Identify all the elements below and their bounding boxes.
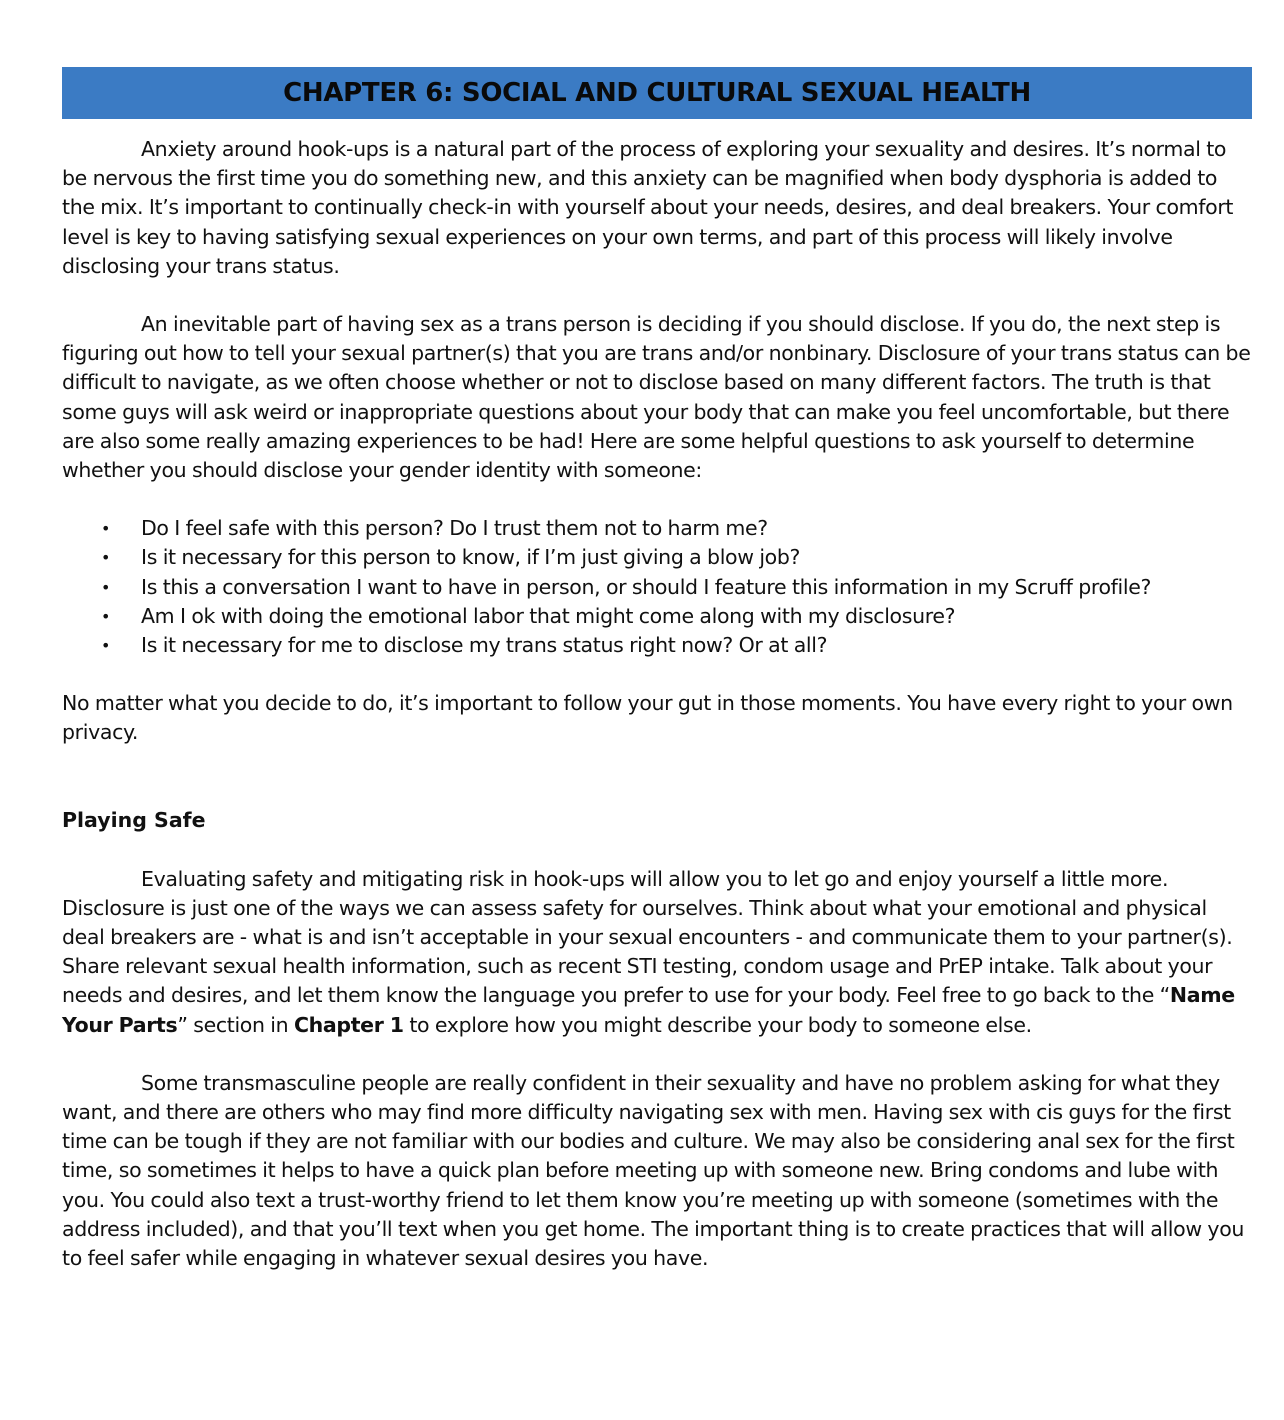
chapter-banner	[62, 67, 1252, 119]
bullet-marker: •	[101, 636, 111, 656]
bullet-marker: •	[101, 577, 111, 597]
paragraph-playing-safe	[62, 865, 1252, 1040]
paragraph-text: Evaluating safety and mitigating risk in hook-ups will allow you to let go and enjoy yourself a little more. Disclosure is just one of the ways we can assess safety for ourselves. Think about what your emotional and physical deal breakers are - what is and isn’t acceptable in your sexual encounters - and communicate them to your partner(s). Share relevant sexual health information, such as recent STI testing, condom usage and PrEP intake. Talk about your needs and desires, and let them know the language you prefer to use for your body. Feel free to go back to the “	[62, 866, 1233, 1008]
list-item	[62, 602, 1252, 631]
section-heading-playing-safe: Playing Safe	[62, 807, 206, 832]
paragraph-disclosure: An inevitable part of having sex as a trans person is deciding if you should disclose. If you do, the next step is figuring out how to tell your sexual partner(s) that you are trans and/or nonbinary. Disclosure of your trans status can be difficult to navigate, as we often choose whether or not to disclose based on many different factors. The truth is that some guys will ask weird or inappropriate questions about your body that can make you feel uncomfortable, but there are also some really amazing experiences to be had! Here are some helpful questions to ask yourself to determine whether you should disclose your gender identity with someone:	[62, 312, 1251, 483]
list-item-text: Do I feel safe with this person? Do I trust them not to harm me?	[141, 516, 768, 541]
list-item	[62, 514, 1252, 543]
paragraph-text: ” section in	[177, 1012, 294, 1037]
spacer	[62, 660, 1252, 689]
disclosure-questions-list	[62, 514, 1252, 660]
name-your-parts-reference: Name Your Parts	[62, 983, 1235, 1037]
bullet-marker: •	[101, 519, 111, 539]
list-item-text: Is it necessary for me to disclose my trans status right now? Or at all?	[141, 633, 828, 658]
spacer	[62, 281, 1252, 310]
list-item	[62, 631, 1252, 660]
list-item	[62, 543, 1252, 572]
spacer	[62, 1040, 1252, 1069]
paragraph-text: to explore how you might describe your body to someone else.	[403, 1012, 1032, 1037]
paragraph-follow-your-gut: No matter what you decide to do, it’s important to follow your gut in those moments. You have every right to your own privacy.	[62, 691, 1233, 745]
bullet-marker: •	[101, 606, 111, 626]
spacer	[62, 835, 1252, 865]
spacer	[62, 485, 1252, 514]
bullet-marker: •	[101, 548, 111, 568]
paragraph-transmasculine-confidence: Some transmasculine people are really confident in their sexuality and have no problem asking for what they want, and there are others who may find more difficulty navigating sex with men. Having sex with cis guys for the first time can be tough if they are not familiar with our bodies and culture. We may also be considering anal sex for the first time, so sometimes it helps to have a quick plan before meeting up with someone new. Bring condoms and lube with you. You could also text a trust-worthy friend to let them know you’re meeting up with someone (sometimes with the address included), and that you’ll text when you get home. The important thing is to create practices that will allow you to feel safer while engaging in whatever sexual desires you have.	[62, 1070, 1245, 1271]
paragraph-hookup-anxiety: Anxiety around hook-ups is a natural part of the process of exploring your sexuality and desires. It’s normal to be nervous the first time you do something new, and this anxiety can be magnified when body dysphoria is added to the mix. It’s important to continually check-in with yourself about your needs, desires, and deal breakers. Your comfort level is key to having satisfying sexual experiences on your own terms, and part of this process will likely involve disclosing your trans status.	[62, 137, 1234, 278]
spacer	[62, 748, 1252, 806]
list-item-text: Am I ok with doing the emotional labor that might come along with my disclosure?	[141, 603, 956, 628]
list-item-text: Is it necessary for this person to know, if I’m just giving a blow job?	[141, 545, 801, 570]
list-item-text: Is this a conversation I want to have in person, or should I feature this information in my Scruff profile?	[141, 574, 1152, 599]
chapter-title: CHAPTER 6: SOCIAL AND CULTURAL SEXUAL HEALTH	[283, 78, 1031, 108]
list-item	[62, 573, 1252, 602]
document-page	[62, 67, 1252, 1273]
chapter-1-reference: Chapter 1	[293, 1012, 404, 1037]
